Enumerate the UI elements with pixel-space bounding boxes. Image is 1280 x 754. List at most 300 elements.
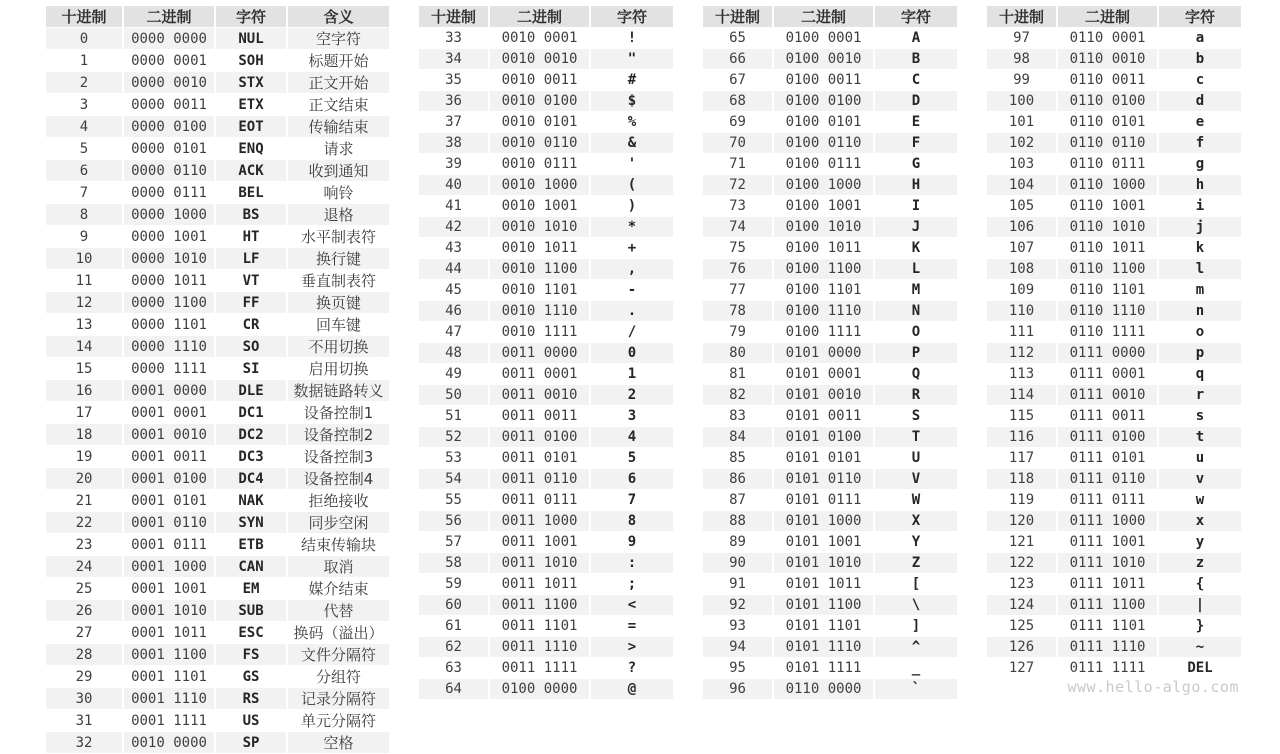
- char-cell: 2: [590, 385, 673, 406]
- table-row: [703, 91, 957, 112]
- decimal-cell: 85: [703, 448, 773, 469]
- decimal-cell: 121: [987, 532, 1057, 553]
- table-row: [419, 112, 673, 133]
- char-cell: ESC: [215, 622, 287, 644]
- table-row: [46, 182, 389, 204]
- table-row: [703, 322, 957, 343]
- decimal-cell: 27: [46, 622, 123, 644]
- char-cell: M: [874, 280, 957, 301]
- binary-cell: 0111 0011: [1057, 406, 1158, 427]
- meaning-cell: 设备控制2: [287, 424, 389, 446]
- ascii-table-33-64: [419, 6, 673, 700]
- table-row: [46, 28, 389, 50]
- char-cell: F: [874, 133, 957, 154]
- char-cell: >: [590, 637, 673, 658]
- char-cell: 1: [590, 364, 673, 385]
- binary-cell: 0110 1001: [1057, 196, 1158, 217]
- binary-cell: 0110 1101: [1057, 280, 1158, 301]
- char-cell: ENQ: [215, 138, 287, 160]
- decimal-cell: 112: [987, 343, 1057, 364]
- char-cell: B: [874, 49, 957, 70]
- binary-cell: 0001 0100: [123, 468, 215, 490]
- table-row: [46, 490, 389, 512]
- meaning-cell: 退格: [287, 204, 389, 226]
- decimal-cell: 61: [419, 616, 489, 637]
- char-cell: X: [874, 511, 957, 532]
- decimal-cell: 8: [46, 204, 123, 226]
- binary-cell: 0111 1000: [1057, 511, 1158, 532]
- decimal-cell: 87: [703, 490, 773, 511]
- binary-cell: 0100 0100: [773, 91, 874, 112]
- char-cell: !: [590, 28, 673, 49]
- decimal-cell: 79: [703, 322, 773, 343]
- decimal-cell: 107: [987, 238, 1057, 259]
- char-cell: O: [874, 322, 957, 343]
- decimal-cell: 105: [987, 196, 1057, 217]
- table-row: [46, 622, 389, 644]
- char-cell: -: [590, 280, 673, 301]
- char-cell: /: [590, 322, 673, 343]
- meaning-cell: 媒介结束: [287, 578, 389, 600]
- table-row: [703, 28, 957, 49]
- table-row: [703, 637, 957, 658]
- column-header: 字符: [215, 6, 287, 28]
- decimal-cell: 90: [703, 553, 773, 574]
- decimal-cell: 24: [46, 556, 123, 578]
- decimal-cell: 113: [987, 364, 1057, 385]
- char-cell: ": [590, 49, 673, 70]
- decimal-cell: 93: [703, 616, 773, 637]
- char-cell: 9: [590, 532, 673, 553]
- char-cell: ): [590, 196, 673, 217]
- table-row: [46, 468, 389, 490]
- table-row: [419, 238, 673, 259]
- decimal-cell: 34: [419, 49, 489, 70]
- decimal-cell: 49: [419, 364, 489, 385]
- char-cell: ETX: [215, 94, 287, 116]
- table-row: [987, 553, 1241, 574]
- char-cell: P: [874, 343, 957, 364]
- table-row: [703, 196, 957, 217]
- decimal-cell: 25: [46, 578, 123, 600]
- table-row: [46, 446, 389, 468]
- binary-cell: 0110 1011: [1057, 238, 1158, 259]
- table-row: [703, 448, 957, 469]
- meaning-cell: 正文开始: [287, 72, 389, 94]
- table-row: [987, 490, 1241, 511]
- column-header: 二进制: [489, 6, 590, 28]
- decimal-cell: 88: [703, 511, 773, 532]
- char-cell: SOH: [215, 50, 287, 72]
- table-row: [46, 358, 389, 380]
- meaning-cell: 响铃: [287, 182, 389, 204]
- table-row: [987, 70, 1241, 91]
- binary-cell: 0111 1001: [1057, 532, 1158, 553]
- binary-cell: 0110 0000: [773, 679, 874, 700]
- char-cell: <: [590, 595, 673, 616]
- binary-cell: 0000 1001: [123, 226, 215, 248]
- decimal-cell: 92: [703, 595, 773, 616]
- binary-cell: 0000 0111: [123, 182, 215, 204]
- table-row: [987, 217, 1241, 238]
- column-header: 二进制: [773, 6, 874, 28]
- decimal-cell: 29: [46, 666, 123, 688]
- decimal-cell: 20: [46, 468, 123, 490]
- binary-cell: 0000 0001: [123, 50, 215, 72]
- binary-cell: 0000 1111: [123, 358, 215, 380]
- binary-cell: 0011 0100: [489, 427, 590, 448]
- decimal-cell: 124: [987, 595, 1057, 616]
- table-row: [703, 112, 957, 133]
- table-row: [703, 658, 957, 679]
- binary-cell: 0111 1010: [1057, 553, 1158, 574]
- binary-cell: 0111 0001: [1057, 364, 1158, 385]
- table-row: [703, 385, 957, 406]
- binary-cell: 0001 0010: [123, 424, 215, 446]
- char-cell: NUL: [215, 28, 287, 50]
- decimal-cell: 22: [46, 512, 123, 534]
- binary-cell: 0010 0011: [489, 70, 590, 91]
- decimal-cell: 39: [419, 154, 489, 175]
- table-row: [703, 217, 957, 238]
- binary-cell: 0101 0100: [773, 427, 874, 448]
- table-row: [46, 292, 389, 314]
- decimal-cell: 43: [419, 238, 489, 259]
- table-row: [419, 427, 673, 448]
- decimal-cell: 95: [703, 658, 773, 679]
- binary-cell: 0011 1011: [489, 574, 590, 595]
- char-cell: k: [1158, 238, 1241, 259]
- binary-cell: 0101 1011: [773, 574, 874, 595]
- table-row: [46, 578, 389, 600]
- decimal-cell: 18: [46, 424, 123, 446]
- decimal-cell: 104: [987, 175, 1057, 196]
- table-row: [46, 534, 389, 556]
- table-row: [46, 50, 389, 72]
- char-cell: \: [874, 595, 957, 616]
- binary-cell: 0001 1010: [123, 600, 215, 622]
- char-cell: .: [590, 301, 673, 322]
- char-cell: w: [1158, 490, 1241, 511]
- decimal-cell: 77: [703, 280, 773, 301]
- decimal-cell: 45: [419, 280, 489, 301]
- decimal-cell: 33: [419, 28, 489, 49]
- meaning-cell: 换码（溢出）: [287, 622, 389, 644]
- binary-cell: 0110 0101: [1057, 112, 1158, 133]
- char-cell: i: [1158, 196, 1241, 217]
- decimal-cell: 59: [419, 574, 489, 595]
- char-cell: S: [874, 406, 957, 427]
- table-row: [987, 49, 1241, 70]
- decimal-cell: 127: [987, 658, 1057, 679]
- decimal-cell: 63: [419, 658, 489, 679]
- binary-cell: 0010 1010: [489, 217, 590, 238]
- decimal-cell: 106: [987, 217, 1057, 238]
- decimal-cell: 19: [46, 446, 123, 468]
- decimal-cell: 1: [46, 50, 123, 72]
- table-row: [419, 448, 673, 469]
- decimal-cell: 55: [419, 490, 489, 511]
- binary-cell: 0111 0101: [1057, 448, 1158, 469]
- meaning-cell: 换行键: [287, 248, 389, 270]
- binary-cell: 0110 1010: [1057, 217, 1158, 238]
- binary-cell: 0101 1100: [773, 595, 874, 616]
- meaning-cell: 回车键: [287, 314, 389, 336]
- decimal-cell: 60: [419, 595, 489, 616]
- char-cell: ACK: [215, 160, 287, 182]
- table-row: [703, 70, 957, 91]
- table-row: [987, 133, 1241, 154]
- table-row: [419, 259, 673, 280]
- binary-cell: 0101 0001: [773, 364, 874, 385]
- column-header: 二进制: [1057, 6, 1158, 28]
- table-row: [419, 511, 673, 532]
- table-row: [419, 91, 673, 112]
- char-cell: 6: [590, 469, 673, 490]
- char-cell: D: [874, 91, 957, 112]
- decimal-cell: 71: [703, 154, 773, 175]
- char-cell: {: [1158, 574, 1241, 595]
- char-cell: b: [1158, 49, 1241, 70]
- binary-cell: 0010 0001: [489, 28, 590, 49]
- binary-cell: 0001 1001: [123, 578, 215, 600]
- decimal-cell: 46: [419, 301, 489, 322]
- binary-cell: 0111 0100: [1057, 427, 1158, 448]
- meaning-cell: 标题开始: [287, 50, 389, 72]
- table-row: [46, 666, 389, 688]
- table-row: [703, 616, 957, 637]
- char-cell: SO: [215, 336, 287, 358]
- decimal-cell: 57: [419, 532, 489, 553]
- table-row: [703, 301, 957, 322]
- decimal-cell: 5: [46, 138, 123, 160]
- char-cell: j: [1158, 217, 1241, 238]
- decimal-cell: 89: [703, 532, 773, 553]
- binary-cell: 0000 1100: [123, 292, 215, 314]
- binary-cell: 0001 0001: [123, 402, 215, 424]
- binary-cell: 0010 0000: [123, 732, 215, 754]
- binary-cell: 0111 0010: [1057, 385, 1158, 406]
- table-row: [703, 574, 957, 595]
- ascii-table-panel-punct-digits: [419, 6, 673, 700]
- table-row: [703, 364, 957, 385]
- decimal-cell: 62: [419, 637, 489, 658]
- binary-cell: 0111 1101: [1057, 616, 1158, 637]
- decimal-cell: 75: [703, 238, 773, 259]
- binary-cell: 0101 1111: [773, 658, 874, 679]
- binary-cell: 0001 0101: [123, 490, 215, 512]
- decimal-cell: 78: [703, 301, 773, 322]
- decimal-cell: 38: [419, 133, 489, 154]
- decimal-cell: 58: [419, 553, 489, 574]
- binary-cell: 0001 0110: [123, 512, 215, 534]
- decimal-cell: 70: [703, 133, 773, 154]
- char-cell: 3: [590, 406, 673, 427]
- table-row: [46, 402, 389, 424]
- decimal-cell: 101: [987, 112, 1057, 133]
- table-row: [419, 469, 673, 490]
- binary-cell: 0011 0001: [489, 364, 590, 385]
- binary-cell: 0011 0010: [489, 385, 590, 406]
- table-row: [419, 301, 673, 322]
- binary-cell: 0110 0100: [1057, 91, 1158, 112]
- char-cell: c: [1158, 70, 1241, 91]
- char-cell: a: [1158, 28, 1241, 49]
- table-row: [46, 732, 389, 754]
- char-cell: `: [874, 679, 957, 700]
- table-row: [987, 511, 1241, 532]
- decimal-cell: 17: [46, 402, 123, 424]
- char-cell: ETB: [215, 534, 287, 556]
- binary-cell: 0101 0010: [773, 385, 874, 406]
- char-cell: s: [1158, 406, 1241, 427]
- decimal-cell: 48: [419, 343, 489, 364]
- char-cell: A: [874, 28, 957, 49]
- char-cell: q: [1158, 364, 1241, 385]
- decimal-cell: 40: [419, 175, 489, 196]
- ascii-table-97-127: [987, 6, 1241, 679]
- binary-cell: 0100 0111: [773, 154, 874, 175]
- column-header: 十进制: [703, 6, 773, 28]
- binary-cell: 0001 0000: [123, 380, 215, 402]
- decimal-cell: 32: [46, 732, 123, 754]
- decimal-cell: 37: [419, 112, 489, 133]
- binary-cell: 0000 0100: [123, 116, 215, 138]
- decimal-cell: 67: [703, 70, 773, 91]
- binary-cell: 0000 0000: [123, 28, 215, 50]
- binary-cell: 0010 0101: [489, 112, 590, 133]
- table-row: [987, 322, 1241, 343]
- decimal-cell: 110: [987, 301, 1057, 322]
- binary-cell: 0100 0000: [489, 679, 590, 700]
- header-row: [703, 6, 957, 28]
- table-row: [419, 217, 673, 238]
- decimal-cell: 3: [46, 94, 123, 116]
- binary-cell: 0010 1001: [489, 196, 590, 217]
- decimal-cell: 41: [419, 196, 489, 217]
- table-row: [46, 314, 389, 336]
- binary-cell: 0011 0101: [489, 448, 590, 469]
- meaning-cell: 拒绝接收: [287, 490, 389, 512]
- binary-cell: 0100 1111: [773, 322, 874, 343]
- meaning-cell: 空格: [287, 732, 389, 754]
- meaning-cell: 同步空闲: [287, 512, 389, 534]
- decimal-cell: 15: [46, 358, 123, 380]
- char-cell: *: [590, 217, 673, 238]
- table-row: [987, 616, 1241, 637]
- char-cell: e: [1158, 112, 1241, 133]
- decimal-cell: 0: [46, 28, 123, 50]
- meaning-cell: 空字符: [287, 28, 389, 50]
- binary-cell: 0011 0111: [489, 490, 590, 511]
- table-row: [46, 248, 389, 270]
- binary-cell: 0000 1010: [123, 248, 215, 270]
- binary-cell: 0110 0001: [1057, 28, 1158, 49]
- char-cell: W: [874, 490, 957, 511]
- table-row: [703, 406, 957, 427]
- meaning-cell: 传输结束: [287, 116, 389, 138]
- binary-cell: 0100 1110: [773, 301, 874, 322]
- char-cell: N: [874, 301, 957, 322]
- decimal-cell: 83: [703, 406, 773, 427]
- binary-cell: 0100 1101: [773, 280, 874, 301]
- char-cell: VT: [215, 270, 287, 292]
- binary-cell: 0101 1001: [773, 532, 874, 553]
- binary-cell: 0111 1110: [1057, 637, 1158, 658]
- table-row: [987, 154, 1241, 175]
- decimal-cell: 52: [419, 427, 489, 448]
- char-cell: :: [590, 553, 673, 574]
- meaning-cell: 水平制表符: [287, 226, 389, 248]
- binary-cell: 0001 1000: [123, 556, 215, 578]
- char-cell: x: [1158, 511, 1241, 532]
- binary-cell: 0001 0111: [123, 534, 215, 556]
- table-row: [419, 49, 673, 70]
- decimal-cell: 13: [46, 314, 123, 336]
- decimal-cell: 30: [46, 688, 123, 710]
- decimal-cell: 120: [987, 511, 1057, 532]
- decimal-cell: 9: [46, 226, 123, 248]
- binary-cell: 0100 1011: [773, 238, 874, 259]
- decimal-cell: 42: [419, 217, 489, 238]
- char-cell: SP: [215, 732, 287, 754]
- meaning-cell: 收到通知: [287, 160, 389, 182]
- table-row: [703, 553, 957, 574]
- ascii-table-65-96: [703, 6, 957, 700]
- table-row: [987, 364, 1241, 385]
- char-cell: ': [590, 154, 673, 175]
- decimal-cell: 118: [987, 469, 1057, 490]
- table-row: [703, 280, 957, 301]
- char-cell: BS: [215, 204, 287, 226]
- decimal-cell: 86: [703, 469, 773, 490]
- binary-cell: 0001 1100: [123, 644, 215, 666]
- decimal-cell: 64: [419, 679, 489, 700]
- watermark: www.hello-algo.com: [1067, 678, 1239, 696]
- header-row: [419, 6, 673, 28]
- char-cell: r: [1158, 385, 1241, 406]
- table-row: [987, 574, 1241, 595]
- table-row: [419, 679, 673, 700]
- decimal-cell: 51: [419, 406, 489, 427]
- char-cell: n: [1158, 301, 1241, 322]
- binary-cell: 0110 0011: [1057, 70, 1158, 91]
- meaning-cell: 垂直制表符: [287, 270, 389, 292]
- char-cell: ]: [874, 616, 957, 637]
- char-cell: }: [1158, 616, 1241, 637]
- table-row: [987, 259, 1241, 280]
- decimal-cell: 47: [419, 322, 489, 343]
- decimal-cell: 114: [987, 385, 1057, 406]
- decimal-cell: 109: [987, 280, 1057, 301]
- binary-cell: 0010 0111: [489, 154, 590, 175]
- char-cell: DC2: [215, 424, 287, 446]
- decimal-cell: 31: [46, 710, 123, 732]
- char-cell: US: [215, 710, 287, 732]
- decimal-cell: 126: [987, 637, 1057, 658]
- binary-cell: 0110 0110: [1057, 133, 1158, 154]
- meaning-cell: 设备控制4: [287, 468, 389, 490]
- table-row: [419, 343, 673, 364]
- table-row: [703, 427, 957, 448]
- table-row: [46, 556, 389, 578]
- table-row: [987, 637, 1241, 658]
- char-cell: 8: [590, 511, 673, 532]
- header-row: [46, 6, 389, 28]
- binary-cell: 0100 1100: [773, 259, 874, 280]
- meaning-cell: 换页键: [287, 292, 389, 314]
- table-row: [987, 448, 1241, 469]
